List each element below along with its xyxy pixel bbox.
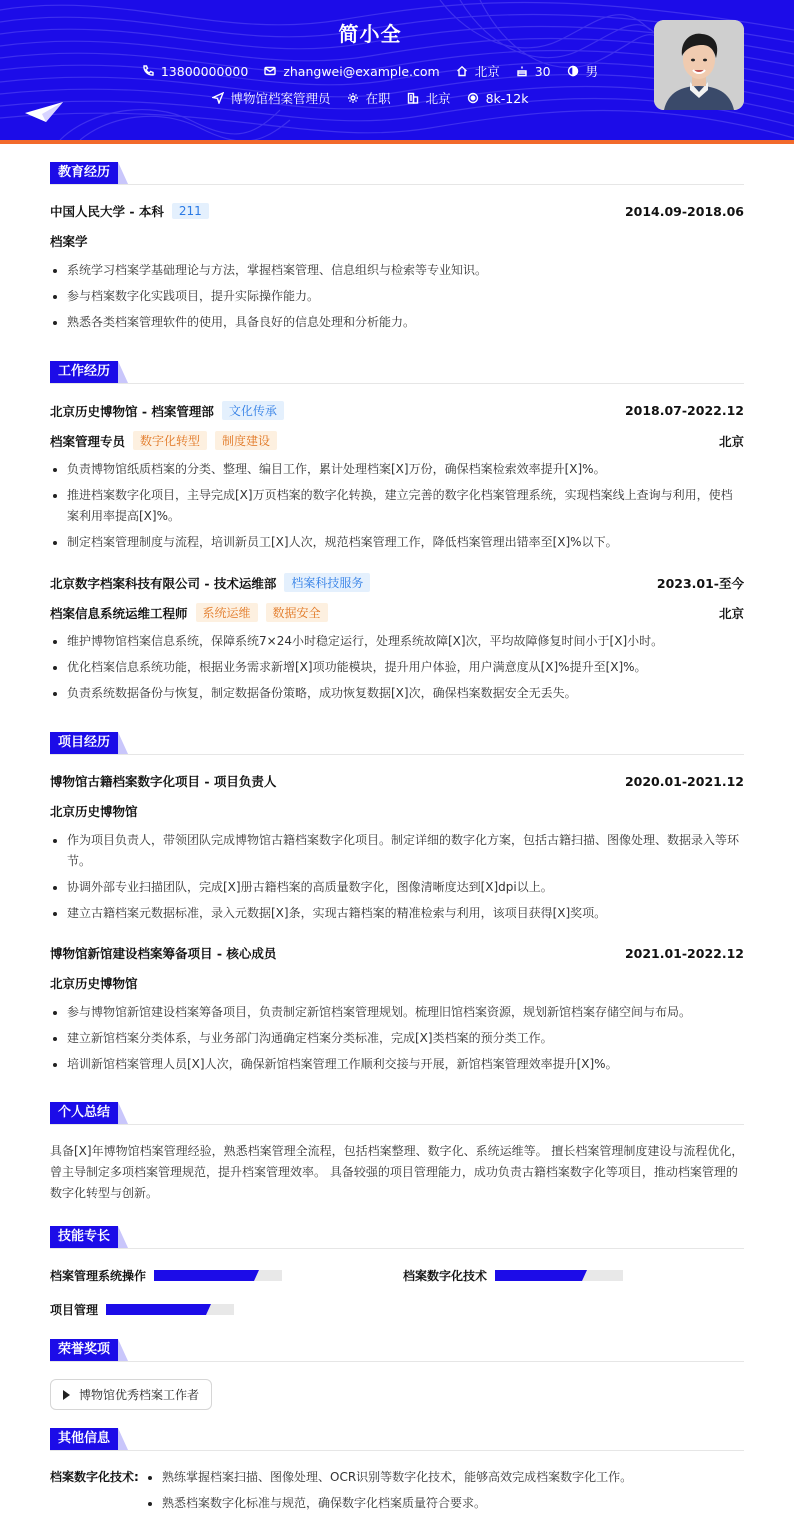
gender-icon xyxy=(567,65,579,77)
project-org-row xyxy=(50,802,744,820)
list-item: 维护博物馆档案信息系统，保障系统7×24小时稳定运行，处理系统故障[X]次，平均故障修复时间小于[X]小时。 xyxy=(50,631,744,652)
status-text: 在职 xyxy=(365,91,391,106)
skill-tag: 制度建设 xyxy=(215,431,277,450)
section-divider xyxy=(50,1248,744,1249)
list-item: 参与博物馆新馆建设档案筹备项目，负责制定新馆档案管理规划。梳理旧馆档案资源，规划新馆档案存储空间与布局。 xyxy=(50,1002,744,1023)
candidate-name: 简小全 xyxy=(338,22,402,46)
skill-name: 项目管理 xyxy=(50,1303,99,1317)
position-name: 档案管理专员 xyxy=(50,433,126,449)
skill-tag: 数字化转型 xyxy=(133,431,207,450)
section-title-work xyxy=(50,361,128,383)
section-title-tail xyxy=(118,1339,128,1361)
section-title-other xyxy=(50,1428,128,1450)
salary-text: 8k-12k xyxy=(485,90,529,106)
email-item xyxy=(264,64,439,79)
skill-bar-fill xyxy=(154,1270,254,1281)
list-item: 制定档案管理制度与流程，培训新员工[X]人次，规范档案管理工作，降低档案管理出错率至[X]%以下。 xyxy=(50,532,744,553)
project-bullets xyxy=(50,830,744,929)
home-icon xyxy=(456,65,468,77)
salary-item xyxy=(467,91,529,106)
project-date: 2020.01-2021.12 xyxy=(624,773,744,789)
industry-tag: 文化传承 xyxy=(222,401,284,420)
project-org: 北京历史博物馆 xyxy=(50,804,138,819)
job-target-item xyxy=(212,89,331,107)
section-title-education xyxy=(50,162,128,184)
project-title: 博物馆新馆建设档案筹备项目 - 核心成员 xyxy=(50,946,277,961)
phone-text: 13800000000 xyxy=(160,63,249,79)
section-title-skills xyxy=(50,1226,128,1248)
company-name: 北京数字档案科技有限公司 - 技术运维部 xyxy=(50,575,277,591)
project-bullets xyxy=(50,1002,744,1080)
paper-plane-icon xyxy=(24,100,64,124)
work-bullets xyxy=(50,631,744,709)
section-title-tail xyxy=(118,162,128,184)
work-date: 2018.07-2022.12 xyxy=(624,403,744,418)
award-chip xyxy=(50,1379,212,1410)
section-title-tail xyxy=(118,1226,128,1248)
section-title-summary xyxy=(50,1102,128,1124)
skill-item xyxy=(50,1267,282,1284)
project-title: 博物馆古籍档案数字化项目 - 项目负责人 xyxy=(50,774,277,789)
cake-icon xyxy=(516,65,528,77)
job-target-text: 博物馆档案管理员 xyxy=(230,91,331,106)
list-item: 参与档案数字化实践项目，提升实际操作能力。 xyxy=(50,286,744,307)
section-divider xyxy=(50,1450,744,1451)
phone-icon xyxy=(142,65,154,77)
phone-item xyxy=(142,64,248,79)
education-bullets xyxy=(50,260,744,338)
skill-item xyxy=(403,1267,623,1284)
skill-tag: 数据安全 xyxy=(266,603,328,622)
project-org-row xyxy=(50,974,744,992)
section-label: 荣誉奖项 xyxy=(50,1339,118,1361)
list-item: 负责博物馆纸质档案的分类、整理、编目工作，累计处理档案[X]万份，确保档案检索效率提升[X]%。 xyxy=(50,459,744,480)
position-name: 档案信息系统运维工程师 xyxy=(50,605,188,621)
section-label: 技能专长 xyxy=(50,1226,118,1248)
list-item: 作为项目负责人，带领团队完成博物馆古籍档案数字化项目。制定详细的数字化方案，包括古籍扫描、图像处理、数据录入等环节。 xyxy=(50,830,744,872)
list-item: 建立古籍档案元数据标准，录入元数据[X]条，实现古籍档案的精准检索与利用，该项目获得[X]奖项。 xyxy=(50,903,744,924)
header-accent-bar xyxy=(0,140,794,144)
section-label: 工作经历 xyxy=(50,361,118,383)
section-label: 其他信息 xyxy=(50,1428,118,1450)
major-row xyxy=(50,232,744,250)
email-text: zhangwei@example.com xyxy=(283,63,440,79)
major-name: 档案学 xyxy=(50,234,88,249)
list-item: 推进档案数字化项目，主导完成[X]万页档案的数字化转换，建立完善的数字化档案管理系统，实现档案线上查询与利用，使档案利用率提高[X]%。 xyxy=(50,485,744,527)
settings-icon xyxy=(347,92,359,104)
list-item: 优化档案信息系统功能，根据业务需求新增[X]项功能模块，提升用户体验，用户满意度从[X]%提升至[X]%。 xyxy=(50,657,744,678)
summary-text: 具备[X]年博物馆档案管理经验，熟悉档案管理全流程，包括档案整理、数字化、系统运维等。 擅长档案管理制度建设与流程优化，曾主导制定多项档案管理规范，提升档案管理效率。 具备较强的项目管理能力，成功负责古籍档案数字化等项目，推动档案管理的数字化转型与创新。 xyxy=(50,1144,744,1200)
target-city-text: 北京 xyxy=(425,91,451,106)
skill-bar-fill xyxy=(106,1304,206,1315)
play-triangle-icon xyxy=(63,1390,70,1400)
work-city: 北京 xyxy=(718,433,744,449)
list-item: 负责系统数据备份与恢复，制定数据备份策略，成功恢复数据[X]次，确保档案数据安全无丢失。 xyxy=(50,683,744,704)
location-item xyxy=(456,62,500,80)
contact-row xyxy=(0,62,740,80)
send-icon xyxy=(212,92,224,104)
mail-icon xyxy=(264,65,276,77)
project-date: 2021.01-2022.12 xyxy=(624,945,744,961)
section-title-tail xyxy=(118,732,128,754)
work-city: 北京 xyxy=(718,605,744,621)
other-info-label: 档案数字化技术: xyxy=(50,1470,139,1484)
section-label: 项目经历 xyxy=(50,732,118,754)
industry-tag: 档案科技服务 xyxy=(284,573,370,592)
section-divider xyxy=(50,754,744,755)
work-header-row xyxy=(50,573,744,592)
school-tag: 211 xyxy=(172,203,209,219)
work-header-row xyxy=(50,401,744,420)
list-item: 熟练掌握档案扫描、图像处理、OCR识别等数字化技术，能够高效完成档案数字化工作。 xyxy=(145,1467,744,1488)
skill-name: 档案数字化技术 xyxy=(403,1269,488,1283)
education-header-row xyxy=(50,202,744,220)
section-title-tail xyxy=(118,361,128,383)
status-item xyxy=(347,89,391,107)
project-org: 北京历史博物馆 xyxy=(50,976,138,991)
gender-text: 男 xyxy=(585,64,599,79)
work-bullets xyxy=(50,459,744,558)
position-row xyxy=(50,603,744,622)
skill-item xyxy=(50,1301,234,1318)
education-date: 2014.09-2018.06 xyxy=(624,203,744,219)
section-divider xyxy=(50,184,744,185)
list-item: 熟悉档案数字化标准与规范，确保数字化档案质量符合要求。 xyxy=(145,1493,744,1514)
section-divider xyxy=(50,1124,744,1125)
section-label: 教育经历 xyxy=(50,162,118,184)
resume-header xyxy=(0,0,794,140)
position-row xyxy=(50,431,744,450)
skill-bar-fill xyxy=(495,1270,582,1281)
skill-name: 档案管理系统操作 xyxy=(50,1269,147,1283)
list-item: 熟悉各类档案管理软件的使用，具备良好的信息处理和分析能力。 xyxy=(50,312,744,333)
gender-item xyxy=(567,62,599,80)
target-city-item xyxy=(407,89,451,107)
company-name: 北京历史博物馆 - 档案管理部 xyxy=(50,403,214,419)
list-item: 建立新馆档案分类体系，与业务部门沟通确定档案分类标准，完成[X]类档案的预分类工作。 xyxy=(50,1028,744,1049)
age-item xyxy=(516,64,551,79)
school-name: 中国人民大学 - 本科 xyxy=(50,204,164,219)
award-name: 博物馆优秀档案工作者 xyxy=(79,1388,200,1402)
section-label: 个人总结 xyxy=(50,1102,118,1124)
section-title-awards xyxy=(50,1339,128,1361)
section-title-projects xyxy=(50,732,128,754)
profile-photo xyxy=(654,20,744,110)
section-title-tail xyxy=(118,1428,128,1450)
project-header-row xyxy=(50,944,744,962)
building-icon xyxy=(407,92,419,104)
list-item: 培训新馆档案管理人员[X]人次，确保新馆档案管理工作顺利交接与开展，新馆档案管理效率提升[X]%。 xyxy=(50,1054,744,1075)
other-info-list xyxy=(145,1467,744,1519)
section-divider xyxy=(50,1361,744,1362)
avatar xyxy=(654,20,744,110)
age-text: 30 xyxy=(534,63,551,79)
list-item: 系统学习档案学基础理论与方法，掌握档案管理、信息组织与检索等专业知识。 xyxy=(50,260,744,281)
job-intent-row xyxy=(0,89,740,107)
list-item: 协调外部专业扫描团队，完成[X]册古籍档案的高质量数字化，图像清晰度达到[X]dpi以上。 xyxy=(50,877,744,898)
skill-bar xyxy=(154,1270,282,1281)
section-title-tail xyxy=(118,1102,128,1124)
skill-tag: 系统运维 xyxy=(196,603,258,622)
skill-bar xyxy=(106,1304,234,1315)
project-header-row xyxy=(50,772,744,790)
location-text: 北京 xyxy=(474,64,500,79)
other-info xyxy=(50,1467,744,1519)
section-divider xyxy=(50,383,744,384)
work-date: 2023.01-至今 xyxy=(656,575,744,591)
skill-bar xyxy=(495,1270,623,1281)
coin-icon xyxy=(467,92,479,104)
